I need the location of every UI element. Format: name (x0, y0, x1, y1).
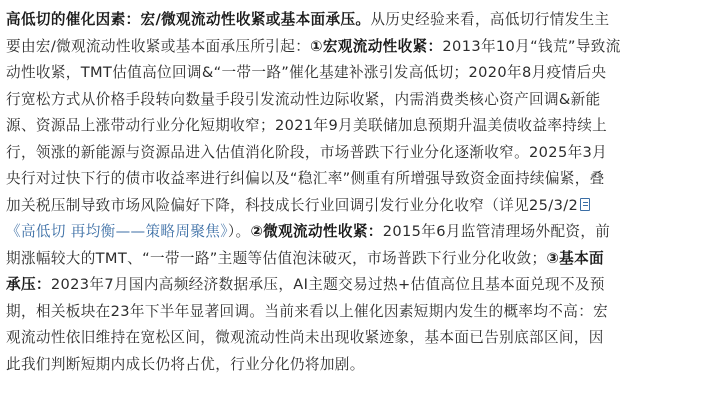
text-line (6, 246, 712, 273)
body-text: 要由宏/微观流动性收紧或基本面承压所引起： (6, 37, 311, 55)
text-line (6, 272, 712, 299)
text-line (6, 60, 712, 87)
body-text: ）。 (227, 223, 251, 240)
body-text: 此我们判断短期内成长仍将占优，行业分化仍将加剧。 (6, 355, 365, 373)
bold-heading-text: ②微观流动性收紧： (250, 223, 383, 240)
body-text: 加关税压制导致市场风险偏好下降，科技成长行业回调引发行业分化收窄（详见25/3/2 (6, 196, 579, 214)
body-text: 2023年7月国内高频经济数据承压，AI主题交易过热+估值高位且基本面兑现不及预 (50, 276, 605, 293)
body-text: 期涨幅较大的TMT、“一带一路”主题等估值泡沫破灭，市场普跌下行业分化收敛； (6, 249, 547, 267)
text-line (6, 193, 712, 220)
text-line (6, 87, 712, 114)
bold-heading-text: ③基本面 (546, 249, 604, 267)
text-line (6, 219, 712, 246)
text-line (6, 34, 712, 61)
body-text: 2015年6月监管清理场外配资，前 (382, 223, 611, 240)
bold-heading-text: ①宏观流动性收紧： (310, 37, 443, 55)
body-text: 从历史经验来看，高低切行情发生主 (370, 11, 610, 28)
report-link[interactable]: 《高低切 再均衡——策略周聚焦》 (6, 223, 228, 240)
body-text: 观流动性依旧维持在宽松区间，微观流动性尚未出现收紧迹象，基本面已告别底部区间，因 (6, 329, 604, 346)
body-text: 期，相关板块在23年下半年显著回调。当前来看以上催化因素短期内发生的概率均不高：宏 (6, 302, 609, 320)
bold-heading-text: 高低切的催化因素：宏/微观流动性收紧或基本面承压。 (6, 11, 371, 28)
body-text: 行，领涨的新能源与资源品进入估值消化阶段，市场普跌下行业分化逐渐收窄。2025年3月 (6, 143, 608, 161)
body-text: 央行对过快下行的债市收益率进行纠偏以及“稳汇率”侧重有所增强导致资金面持续偏紧，叠 (6, 170, 605, 187)
article-paragraph (6, 7, 712, 378)
body-text: 2013年10月“钱荒”导致流 (442, 37, 621, 55)
bold-heading-text: 承压： (6, 276, 51, 293)
text-line (6, 352, 712, 379)
document-icon[interactable] (580, 198, 590, 211)
text-line (6, 113, 712, 140)
body-text: 动性收紧，TMT估值高位回调&“一带一路”催化基建补涨引发高低切；2020年8月疫情后央 (6, 64, 607, 81)
text-line (6, 7, 712, 34)
text-line (6, 140, 712, 167)
body-text: 行宽松方式从价格手段转向数量手段引发流动性边际收紧，内需消费类核心资产回调&新能 (6, 90, 601, 108)
text-line (6, 325, 712, 352)
body-text: 源、资源品上涨带动行业分化短期收窄；2021年9月美联储加息预期升温美债收益率持续上 (6, 117, 608, 134)
text-line (6, 299, 712, 326)
text-line (6, 166, 712, 193)
